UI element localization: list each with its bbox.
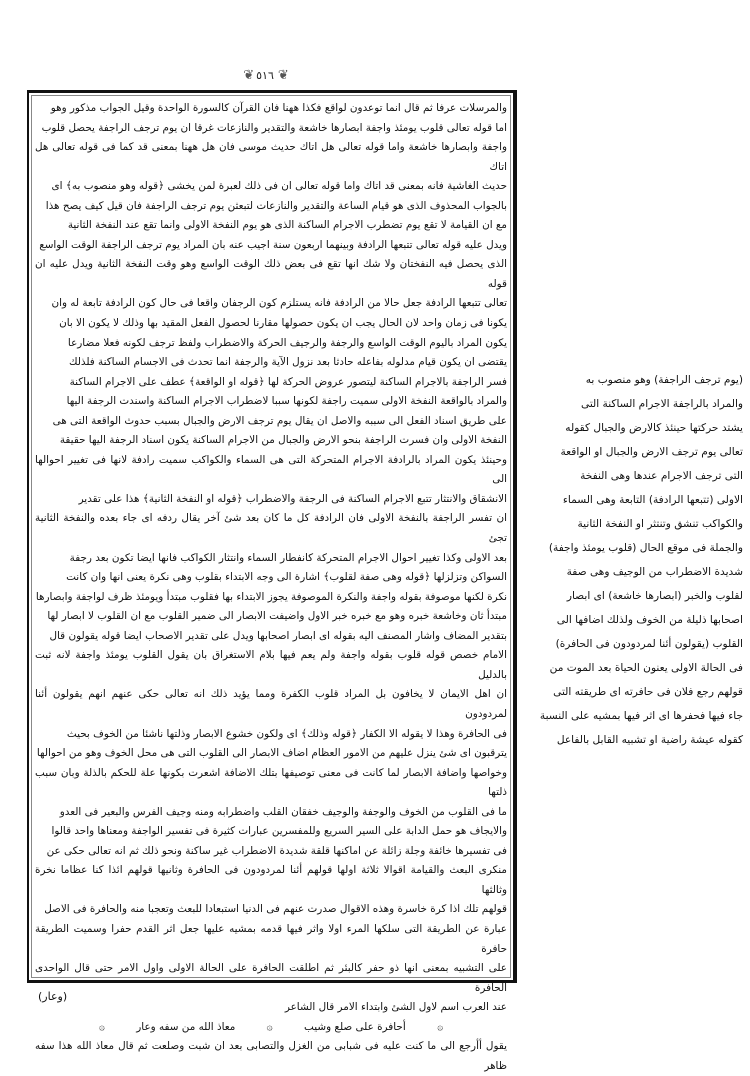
text-line: بعد الاولى وكذا تغيير احوال الاجرام المتحركة كانفطار السماء وانتثار الكواكب فانها ايضا تكون بعد رجفة [69, 551, 507, 564]
text-line: (يوم ترجف الراجفة) وهو منصوب به [585, 374, 743, 386]
verse-star-icon: ۞ [98, 1020, 105, 1033]
text-line: يكونا فى زمان واحد لان الحال يجب ان يكون حصولها مقارنا لحصول الفعل المقيد بها وذلك لا يكون الا بان [59, 317, 507, 330]
text-line: مع ان القيامة لا تقع يوم تضطرب الاجرام الساكنة الذى هو يوم النفخة الاولى وانما تقع عند النفخة الثانية [67, 219, 507, 232]
text-line: الاولى (تتبعها الرادفة) التابعة وهى السماء [562, 494, 743, 506]
text-line: القلوب (يقولون أئنا لمردودون فى الحافرة) [555, 638, 743, 650]
text-line: ان تفسر الراجفة بالنفخة الاولى فان الرادفة كل ما كان بعد شئ آخر يقال ردفه اى جاء بعده والنفخة الثانية تجئ [35, 512, 507, 545]
text-line: اما قوله تعالى قلوب يومئذ واجفة ابصارها خاشعة والتقدير والنازعات غرقا ان يوم ترجف الراجفة يحصل قلوب [41, 121, 507, 134]
text-line: لقلوب والخبر (ابصارها خاشعة) اى ابصار [566, 590, 743, 602]
text-line: وحينئذ يكون المراد بالرادفة الاجرام المتحركة التى هى السماء والكواكب سميت رادفة لانها فى تغيير احوالها الى [35, 453, 507, 486]
text-line: والايجاف هو حمل الدابة على السير السريع وللمفسرين عبارات كثيرة فى تفسير الواجفة ومعناها واحد قالوا [51, 825, 507, 838]
text-line: مبتدأ ثان وخاشعة خبره وهو مع خبره خبر الاول واضيفت الابصار الى ضمير القلوب مع ان القلوب لا ابصار لها [47, 610, 507, 623]
text-line: السواكن وتزلزلها ﴿قوله وهى صفة لقلوب﴾ اشارة الى وجه الابتداء بقلوب وهى نكرة يعنى انها وان كانت [66, 571, 507, 584]
text-line: واجفة وابصارها خاشعة واما قوله تعالى هل اتاك حديث موسى فان هل ههنا بمعنى قد كما فى قوله تعالى هل اتاك [35, 141, 507, 173]
text-line: شديدة الاضطراب من الوجيف وهى صفة [566, 566, 743, 578]
text-line: تعالى يوم ترجف الارض والجبال او الواقعة [560, 446, 743, 458]
text-line: بتقدير المضاف واشار المصنف اليه بقوله اى ابصار اصحابها ويدل على تقدير الاصحاب ايضا قوله يقولون قال [49, 629, 507, 642]
text-line: والجملة فى موقع الحال (قلوب يومئذ واجفة) [548, 542, 743, 554]
text-line: الامام خصص قوله قلوب بقوله واجفة ولم يعم فيها بلام الاستغراق بان يقول القلوب يومئذ واجفة لانه ثبت بالدليل [35, 649, 507, 681]
ornament-left-icon: ❦ [243, 67, 253, 83]
text-line: فى الحافرة وهذا لا يقوله الا الكفار ﴿قوله وذلك﴾ اى ولكون خشوع الابصار وذلتها ناشئا من الخوف بحيث [66, 727, 507, 740]
text-line: يقول أأرجع الى ما كنت عليه فى شبابى من الغزل والتصابى بعد ان شبت وصلعت ثم قال معاذ الله هذا سفه ظاهر [35, 1040, 507, 1072]
text-line: منكرى البعث والقيامة اقوالا ثلاثة اولها قولهم أئنا لمردودون فى الحافرة وثانيها قولهم ائذا كنا عظاما نخرة وثالثها [35, 864, 507, 896]
text-line: ان اهل الايمان لا يخافون بل المراد قلوب الكفرة ومما يؤيد ذلك انه تعالى حكى عنهم انهم يقولون أئنا لمردودون [35, 688, 507, 720]
margin-notes [538, 368, 743, 752]
text-line: قولهم رجع فلان فى حافرته اى طريقته التى [553, 686, 743, 698]
text-line: حديث الغاشية فانه بمعنى قد اتاك واما قوله تعالى ان فى ذلك لعبرة لمن يخشى ﴿قوله وهو منصوب به﴾ اى [51, 180, 507, 193]
text-line: عبارة عن الطريقة التى سلكها المرء اولا واثر فيها قدمه بمشيه عليها جعل اثر القدم حفرا وسميت الطريقة حافرة [35, 922, 507, 955]
text-line: بالجواب المحذوف الذى هو قيام الساعة والتقدير والنازعات لتبعثن يوم ترجف الراجفة فان قيل كيف يصح هذا [45, 199, 507, 212]
text-line: والمراد بالواقعة النفخة الاولى سميت راجفة لكونها سببا لاضطراب الاجرام الساكنة واسندت الرجفة اليها [66, 395, 507, 408]
text-line: وخواصها واضافة الابصار لما كانت فى معنى توصيفها بتلك الاضافة اشعرت بكونها علة للحكم بالذلة وبان سبب ذلتها [35, 766, 507, 799]
text-line: النفخة الاولى وان فسرت الراجفة بنحو الارض والجبال من الاجرام الساكنة يكون اسناد الرجفة اليها حقيقة [59, 434, 507, 447]
text-line: على طريق اسناد الفعل الى سببه والاصل ان يقال يوم ترجف الارض والجبال بسبب حدوث الواقعة التى هى [52, 414, 507, 427]
text-line: والمرسلات عرفا ثم قال انما توعدون لواقع فكذا ههنا فان القرآن كالسورة الواحدة وقيل الجواب مذكور وهو [50, 102, 507, 114]
text-line: ما فى القلوب من الخوف والوجفة والوجيف خفقان القلب واضطرابه ومنه وجيف الفرس والبعير فى العدو [59, 805, 507, 818]
text-line: قولهم تلك اذا كرة خاسرة وهذه الاقوال صدرت عنهم فى الدنيا استبعادا للبعث وتعجبا منه والحافرة فى الاصل [44, 903, 507, 916]
page-number-header [215, 64, 315, 86]
poetry-verse [35, 1018, 507, 1038]
text-line: التى ترجف الاجرام عندها وهى النفخة [580, 470, 743, 482]
main-commentary-text [35, 99, 507, 1018]
text-line: والمراد بالراجفة الاجرام الساكنة التى [580, 398, 743, 410]
catchword: (وعار) [38, 990, 68, 1003]
text-line: اصحابها ذليلة من الخوف ولذلك اضافها الى [556, 614, 743, 626]
text-line: فى الحالة الاولى يعنون الحياة بعد الموت من [549, 662, 743, 674]
main-text-frame [27, 90, 517, 1072]
text-line: والكواكب تنشق وتنتثر او النفخة الثانية [577, 518, 743, 530]
text-line: يقتضى ان يكون قيام مدلوله بفاعله حادثا بعد نزول الآية والرجفة انما تحدث فى الاجسام الساكنة فلذلك [68, 356, 507, 369]
text-line: فى تفسيرها خائفة وجلة زائلة عن اماكنها قلقة شديدة الاضطراب غير ساكنة ونحو ذلك ثم انه تعالى حكى عن [46, 844, 507, 857]
text-line: تعالى تتبعها الرادفة جعل حالا من الرادفة فانه يستلزم كون الرجفان واقعا فى حال كون الرادفة تابعة له وان [51, 297, 507, 310]
text-line: جاء فيها فحفرها اى اثر فيها بمشيه على النسبة [539, 710, 743, 722]
text-line: يكون المراد باليوم الوقت الواسع والرجفة والرجيف الحركة والاضطراب ولفظ ترجف لكونه فعلا مضارعا [67, 336, 507, 349]
verse-hemistich-1: أحافرة على صلع وشيب [304, 1020, 406, 1033]
text-line: ويدل عليه قوله تعالى تتبعها الرادفة وبينهما اربعون سنة اجيب عنه بان المراد يوم ترجف الراجفة الوقت الواسع [39, 238, 507, 251]
text-line: فسر الراجفة بالاجرام الساكنة ليتصور عروض الحركة لها ﴿قوله او الواقعة﴾ عطف على الاجرام الساكنة [69, 375, 507, 388]
text-line: يترقبون اى شئ ينزل عليهم من الامور العظام اضاف الابصار الى القلوب التى هى محل الخوف وهو من احوالها [36, 747, 507, 760]
ornament-right-icon: ❦ [277, 67, 287, 83]
verse-star-icon: ۞ [266, 1020, 273, 1033]
text-line: الذى يحصل فيه النفختان ولا شك انها تقع فى بعض ذلك الوقت الواسع وهو وقت النفخة الثانية ويدل عليه ان قوله [35, 258, 507, 290]
text-line: نكرة لكنها موصوفة بقوله واجفة والنكرة الموصوفة يجوز الابتداء بها فقلوب مبتدأ ويومئذ ظرف لواجفة وابصارها [35, 590, 507, 603]
text-line: يشتد حركتها حينئذ كالارض والجبال كقوله [565, 422, 743, 434]
text-line: على التشبيه بمعنى انها ذو حفر كالبئر ثم اطلقت الحافرة على الحالة الاولى واول الامر حتى قال الواحدى الحافرة [35, 962, 507, 994]
verse-star-icon: ۞ [437, 1020, 444, 1033]
verse-hemistich-2: معاذ الله من سفه وعار [136, 1020, 236, 1033]
text-line: الانشقاق والانتثار تتبع الاجرام الساكنة فى الرجفة والاضطراب ﴿قوله او النفخة الثانية﴾ هذا على تقدير [78, 492, 507, 505]
text-line: عند العرب اسم لاول الشئ وابتداء الامر قال الشاعر [284, 1001, 507, 1014]
main-last-line [35, 1037, 507, 1076]
text-line: كقوله عيشة راضية او تشبيه القابل بالفاعل [556, 734, 743, 746]
page-number: ٥١٦ [256, 68, 274, 82]
